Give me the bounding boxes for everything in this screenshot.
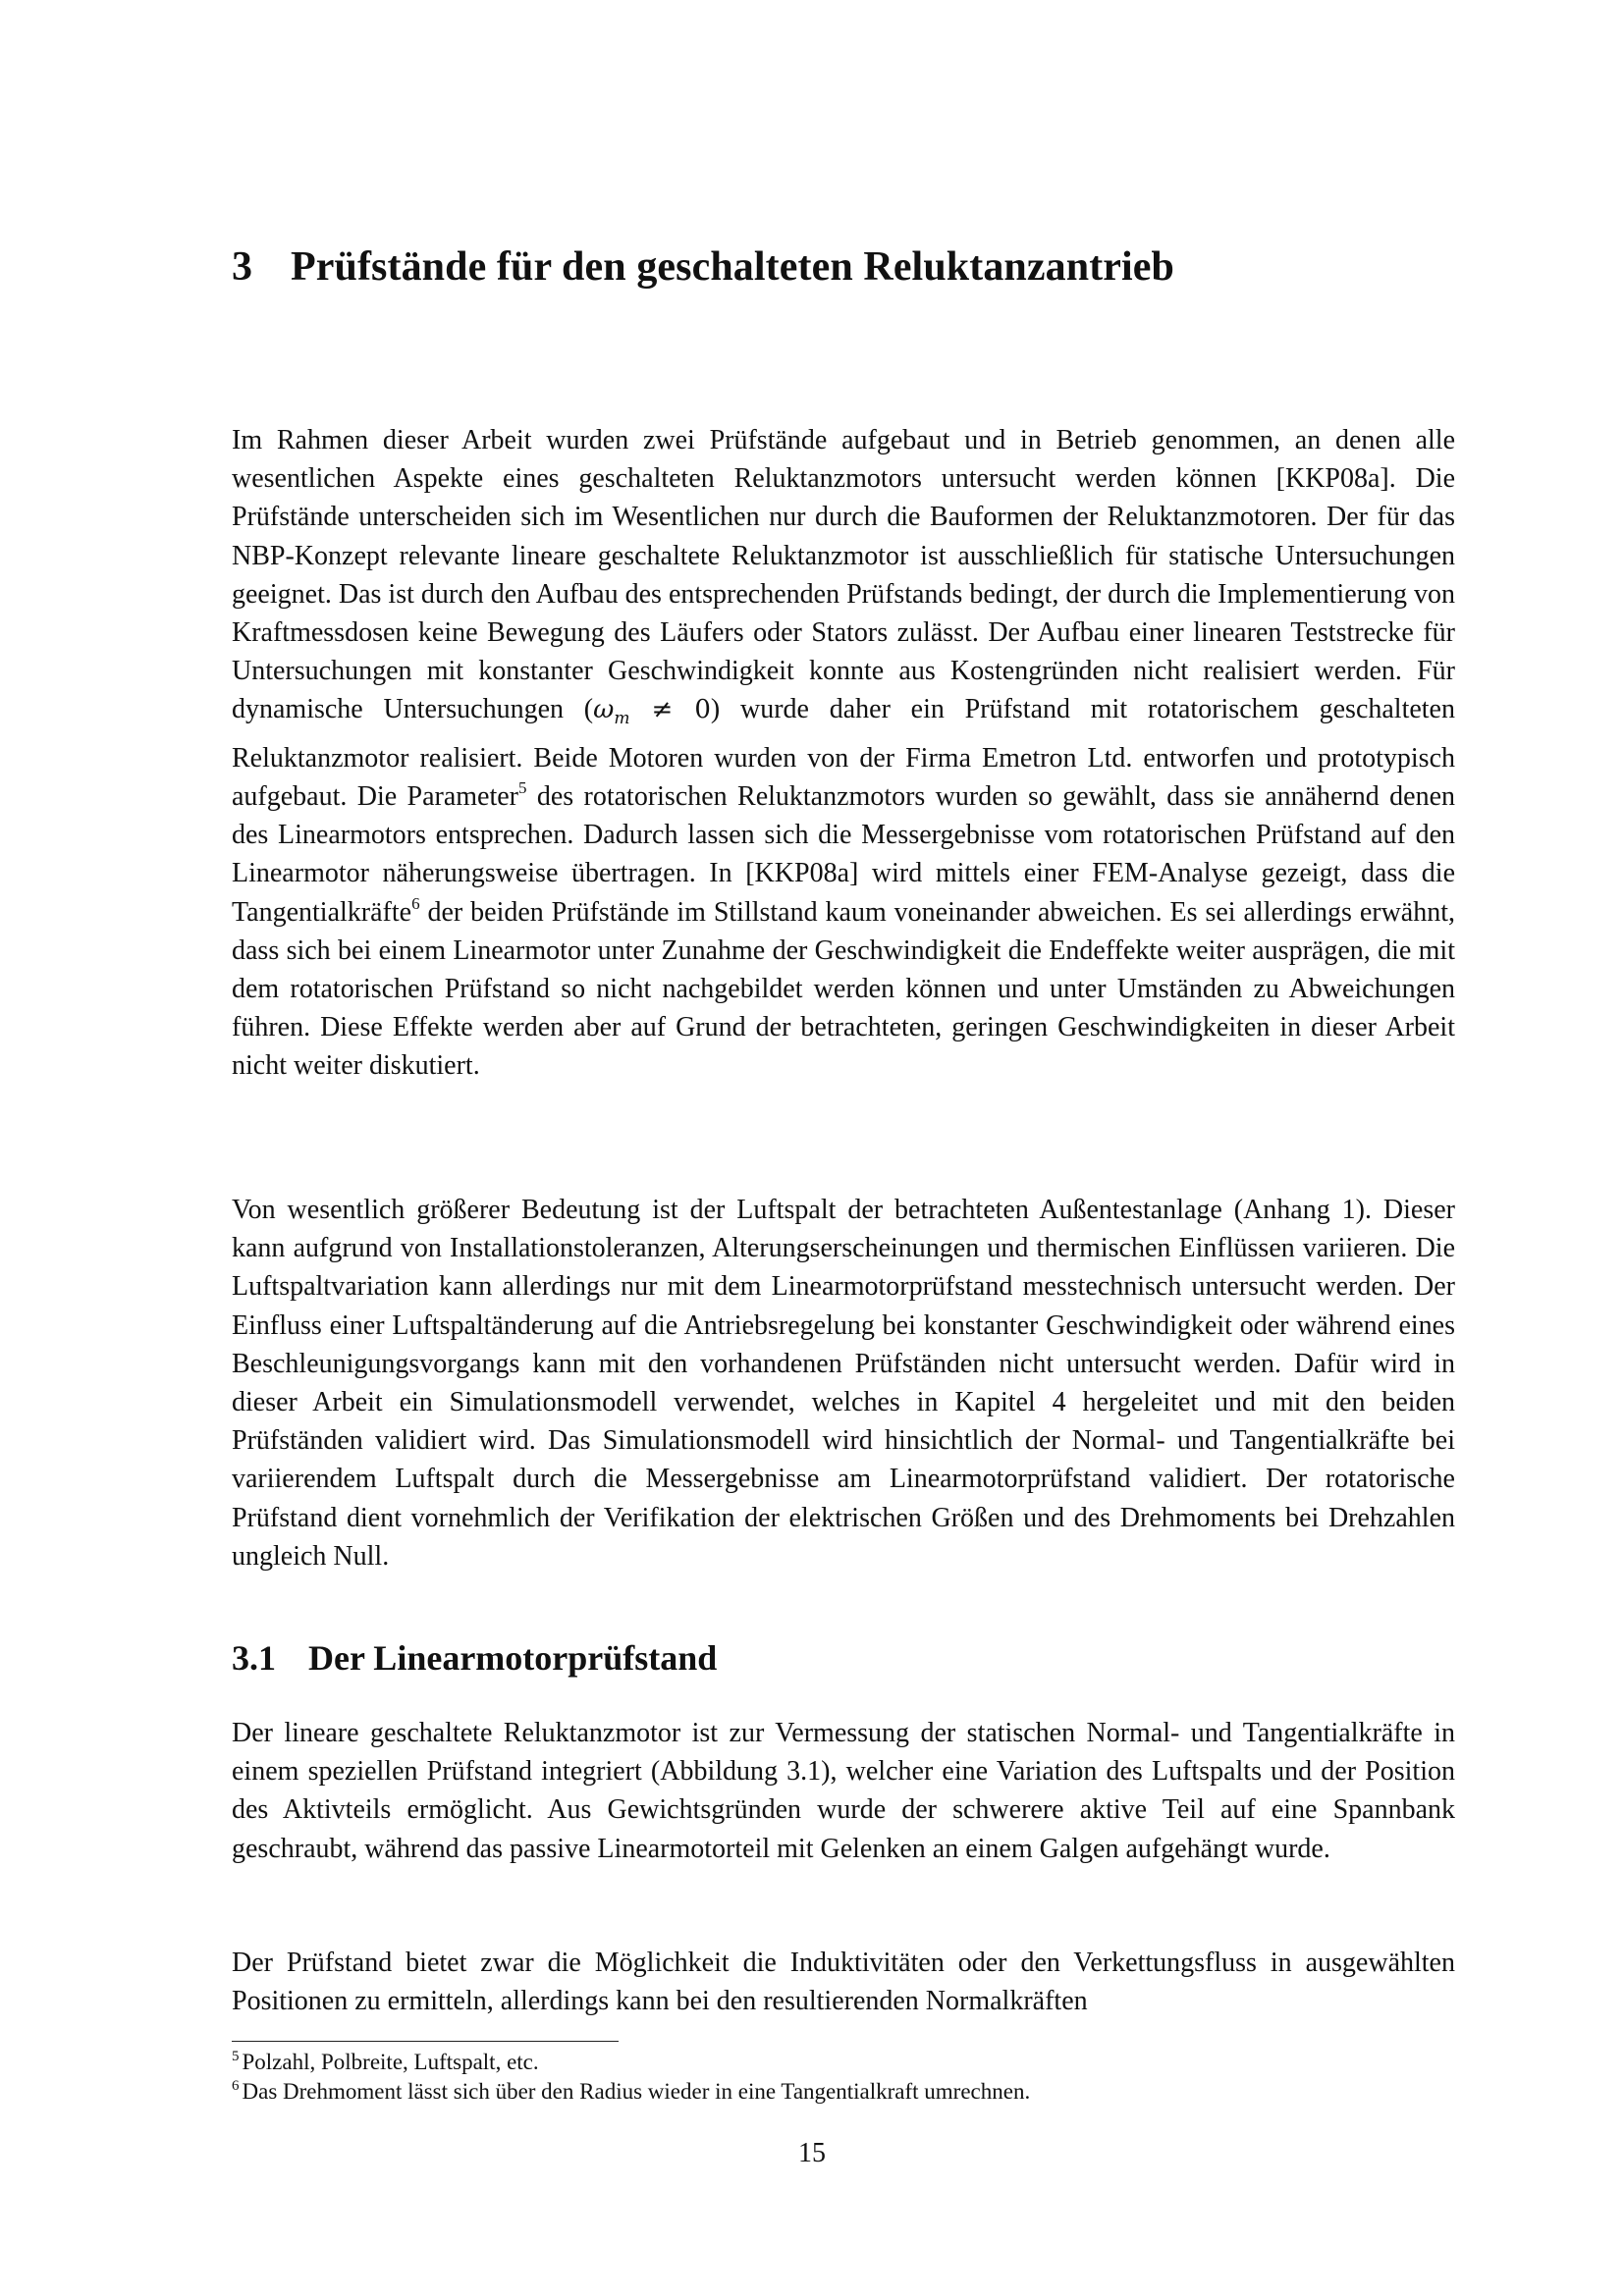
section-number: 3.1 bbox=[232, 1638, 276, 1678]
omega-subscript: m bbox=[614, 709, 630, 729]
body-paragraph-3: Der lineare geschaltete Reluktanzmotor ist zur Vermessung der statischen Normal- und Tangentialkräfte in einem speziellen Prüfstand integriert (Abbildung 3.1), welcher eine Variation des Luftspalts und der Position des Aktivteils ermöglicht. Aus Gewichtsgründen wurde der schwerere aktive Teil auf eine Spannbank geschraubt, während das passive Linearmotorteil mit Gelenken an einem Galgen aufgehängt wurde. bbox=[232, 1718, 1455, 1864]
footnote-text: Polzahl, Polbreite, Luftspalt, etc. bbox=[242, 2050, 539, 2074]
omega-formula bbox=[593, 695, 711, 729]
chapter-heading bbox=[232, 243, 1174, 291]
footnote-mark: 5 bbox=[232, 2049, 240, 2064]
section-title: Der Linearmotorprüfstand bbox=[308, 1638, 718, 1678]
body-paragraph-2: Von wesentlich größerer Bedeutung ist der Luftspalt der betrachteten Außentestanlage (Anhang 1). Dieser kann aufgrund von Installationstoleranzen, Alterungserscheinungen und thermischen Einflüssen variieren. Die Luftspaltvariation kann allerdings nur mit dem Linearmotorprüfstand messtechnisch untersucht werden. Der Einfluss einer Luftspaltänderung auf die Antriebsregelung bei konstanter Geschwindigkeit oder während eines Beschleunigungsvorgangs kann mit den vorhandenen Prüfständen nicht untersucht werden. Dafür wird in dieser Arbeit ein Simulationsmodell verwendet, welches in Kapitel 4 hergeleitet und mit den beiden Prüfständen validiert wird. Das Simulationsmodell wird hinsichtlich der Normal- und Tangentialkräfte bei variierendem Luftspalt durch die Messergebnisse am Linearmotorprüfstand validiert. Der rotatorische Prüfstand dient vornehmlich der Verifikation der elektrischen Größen und des Drehmoments bei Drehzahlen ungleich Null. bbox=[232, 1195, 1455, 1572]
omega-symbol: ω bbox=[593, 695, 615, 725]
paragraph-1-text-c: des rotatorischen Reluktanzmotors wurden so gewählt, dass sie annähernd denen des Linearmotors entsprechen. Dadurch lassen sich die Messergebnisse vom rotatorischen Prüfstand auf den Linearmotor näherungsweise übertragen. In [KKP08a] wird mittels einer FEM-Analyse gezeigt, dass die Tangentialkräfte bbox=[232, 781, 1456, 928]
page-number: 15 bbox=[798, 2138, 826, 2168]
chapter-number: 3 bbox=[232, 244, 253, 290]
footnote-ref-5: 5 bbox=[518, 778, 527, 798]
footnote-text: Das Drehmoment lässt sich über den Radius wieder in eine Tangentialkraft umrechnen. bbox=[242, 2079, 1031, 2104]
body-paragraph-1 bbox=[232, 421, 1455, 1086]
footnote-divider bbox=[232, 2041, 619, 2042]
body-paragraph-4: Der Prüfstand bietet zwar die Möglichkeit die Induktivitäten oder den Verkettungsfluss in ausgewählten Positionen zu ermitteln, allerdings kann bei den resultierenden Normalkräften bbox=[232, 1948, 1455, 2017]
paragraph-1-text-d: der beiden Prüfstände im Stillstand kaum voneinander abweichen. Es sei allerdings erwähnt, dass sich bei einem Linearmotor unter Zunahme der Geschwindigkeit die Endeffekte weiter ausprägen, die mit dem rotatorischen Prüfstand so nicht nachgebildet werden können und unter Umständen zu Abweichungen führen. Diese Effekte werden aber auf Grund der betrachteten, geringen Geschwindigkeiten in dieser Arbeit nicht weiter diskutiert. bbox=[232, 896, 1455, 1082]
footnotes bbox=[232, 2048, 1455, 2107]
paragraph-1-text-a: Im Rahmen dieser Arbeit wurden zwei Prüfstände aufgebaut und in Betrieb genommen, an denen alle wesentlichen Aspekte eines geschalteten Reluktanzmotors untersucht werden können [KKP08a]. Die Prüfstände unterscheiden sich im Wesentlichen nur durch die Bauformen der Reluktanzmotoren. Der für das NBP-Konzept relevante lineare geschaltete Reluktanzmotor ist ausschließlich für statische Untersuchungen geeignet. Das ist durch den Aufbau des entsprechenden Prüfstands bedingt, der durch die Implementierung von Kraftmessdosen keine Bewegung des Läufers oder Stators zulässt. Der Aufbau einer linearen Teststrecke für Untersuchungen mit konstanter Geschwindigkeit konnte aus Kostengründen nicht realisiert werden. Für dynamische Untersuchungen ( bbox=[232, 425, 1455, 725]
section-heading bbox=[232, 1637, 717, 1679]
footnote-ref-6: 6 bbox=[411, 893, 420, 913]
omega-relation: ≠ 0 bbox=[629, 695, 711, 725]
footnote-5 bbox=[232, 2048, 1455, 2077]
footnote-6 bbox=[232, 2077, 1455, 2107]
footnote-mark: 6 bbox=[232, 2078, 240, 2094]
chapter-title: Prüfstände für den geschalteten Reluktanzantrieb bbox=[291, 244, 1174, 290]
paragraph-1-text-b: ) wurde daher ein Prüfstand mit rotatorischem geschalteten Reluktanzmotor realisiert. Beide Motoren wurden von der Firma Emetron Ltd. entworfen und prototypisch aufgebaut. Die Parameter bbox=[232, 694, 1455, 813]
